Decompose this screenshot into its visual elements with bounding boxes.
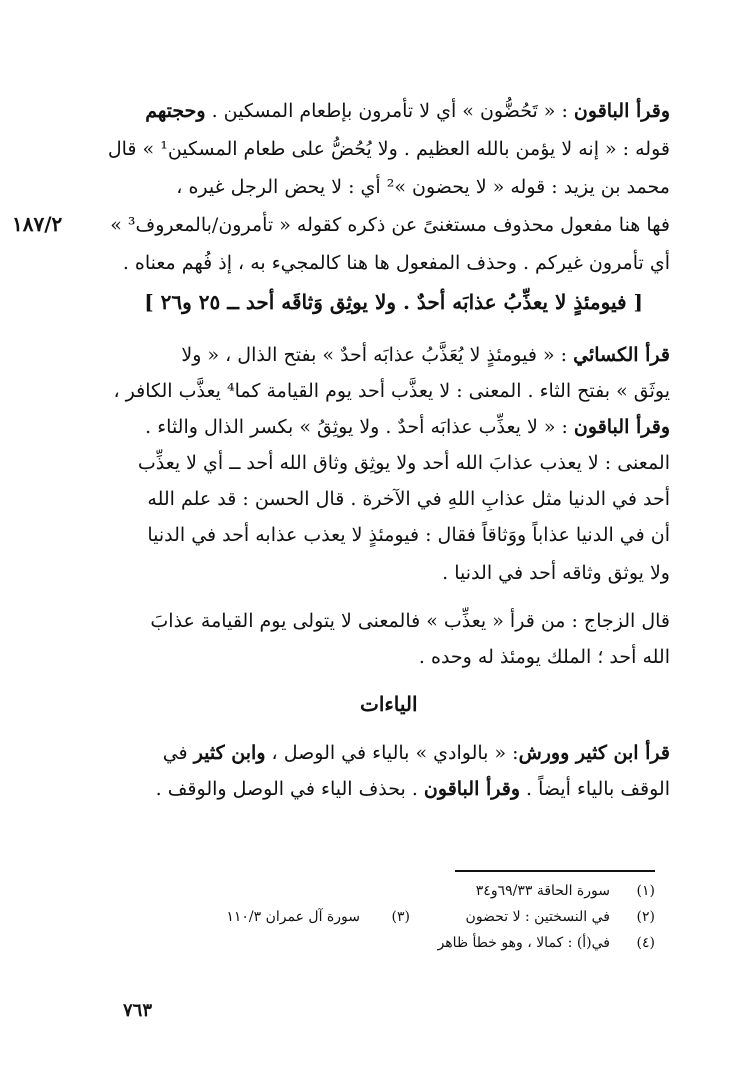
footnote-text: سورة الحاقة ٦٩/٣٣و٣٤ xyxy=(475,883,610,899)
text-span: في xyxy=(162,742,194,764)
text-span-bold: وحجتهم xyxy=(145,100,206,122)
text-span: : « بالوادي » بالياء في الوصل ، xyxy=(265,742,519,764)
text-line: الله أحد ؛ الملك يومئذ له وحده . xyxy=(418,646,670,668)
footnote-text: في(أ) : كمالا ، وهو خطأ ظاهر xyxy=(437,935,610,951)
text-line: أي تأمرون غيركم . وحذف المفعول ها هنا كالمجيء به ، إذ فُهم معناه . xyxy=(122,252,670,274)
text-line xyxy=(156,772,670,806)
text-line xyxy=(163,736,670,770)
text-span: : « لا يعذِّب عذابَه أحدٌ . ولا يوثِقُ » بكسر الذال والثاء . xyxy=(145,416,574,438)
text-line: أحد في الدنيا مثل عذابِ اللهِ في الآخرة . قال الحسن : قد علم الله xyxy=(147,488,670,510)
text-line: قال الزجاج : من قرأ « يعذِّب » فالمعنى لا يتولى يوم القيامة عذابَ xyxy=(150,610,670,632)
footnote-text: في النسختين : لا تحضون xyxy=(465,909,610,925)
verse-heading: [ فيومئذٍ لا يعذِّبُ عذابَه أحدٌ . ولا يوثِق وَثاقَه أحد ــ ٢٥ و٢٦ ] xyxy=(144,290,643,314)
text-line: فها هنا مفعول محذوف مستغنىً عن ذكره كقوله « تأمرون/بالمعروف³ » xyxy=(110,214,670,236)
text-line: محمد بن يزيد : قوله « لا يحضون »² أي : لا يحض الرجل غيره ، xyxy=(176,176,670,198)
footnote-number: (٤) xyxy=(636,935,655,951)
text-line: أن في الدنيا عذاباً ووَثاقاً فقال : فيومئذٍ لا يعذب عذابه أحد في الدنيا xyxy=(147,524,670,546)
reader-name: قرأ ابن كثير وورش xyxy=(518,742,670,764)
margin-reference: ١٨٧/٢ xyxy=(12,212,63,236)
text-span: . بحذف الياء في الوصل والوقف . xyxy=(155,778,424,800)
section-title: الياءات xyxy=(360,692,418,716)
text-line: يوثَق » بفتح الثاء . المعنى : لا يعذَّب أحد يوم القيامة كما⁴ يعذَّب الكافر ، xyxy=(113,380,670,402)
text-line xyxy=(181,338,670,372)
text-line: قوله : « إنه لا يؤمن بالله العظيم . ولا يُحُضُّ على طعام المسكين¹ » قال xyxy=(107,138,670,160)
reader-name: وابن كثير xyxy=(193,742,266,764)
page-number: ٧٦٣ xyxy=(123,1000,153,1021)
text-line: المعنى : لا يعذب عذابَ الله أحد ولا يوثِق وثاق الله أحد ــ أي لا يعذِّب xyxy=(137,452,670,474)
text-span: الوقف بالياء أيضاً . xyxy=(520,778,670,800)
footnote-number: (٢) xyxy=(636,909,655,925)
reader-name: وقرأ الباقون xyxy=(573,100,670,122)
reader-name: قرأ الكسائي xyxy=(573,344,670,366)
text-span: : « تَحُضُّون » أي لا تأمرون بإطعام المسكين . xyxy=(205,100,574,122)
reader-name: وقرأ الباقون xyxy=(573,416,670,438)
text-line xyxy=(145,410,670,444)
footnote-divider xyxy=(455,870,655,872)
footnote-number: (٣) xyxy=(391,909,410,925)
text-line xyxy=(145,94,670,128)
reader-name: وقرأ الباقون xyxy=(423,778,520,800)
text-line: ولا يوثق وثاقه أحد في الدنيا . xyxy=(442,562,670,584)
text-span: : « فيومئذٍ لا يُعَذَّبُ عذابَه أحدٌ » بفتح الذال ، « ولا xyxy=(181,344,574,366)
footnote-number: (١) xyxy=(636,883,655,899)
footnote-text: سورة آل عمران ١١٠/٣ xyxy=(226,909,360,925)
